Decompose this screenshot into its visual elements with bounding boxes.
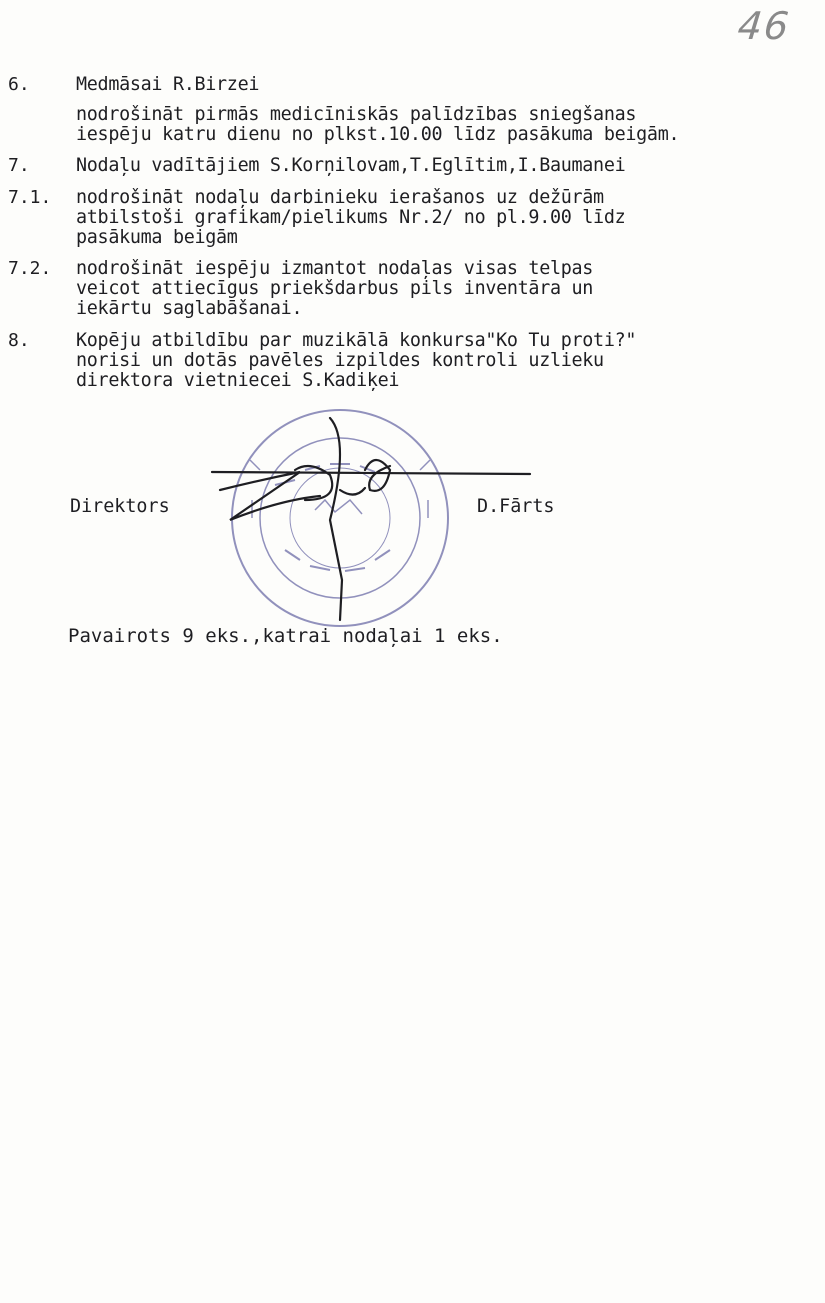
item-text-line: direktora vietniecei S.Kadiķei	[76, 370, 400, 391]
item-text-line: nodrošināt nodaļu darbinieku ierašanos uz dežūrām	[76, 187, 604, 208]
item-text-line: iekārtu saglabāšanai.	[76, 298, 303, 319]
item-number: 7.1.	[8, 187, 52, 208]
item-text-line: nodrošināt pirmās medicīniskās palīdzības sniegšanas	[76, 104, 637, 125]
item-number: 6.	[8, 74, 30, 95]
page-number: 46	[735, 4, 793, 48]
item-text-line: norisi un dotās pavēles izpildes kontroli uzlieku	[76, 350, 604, 371]
item-heading: Medmāsai R.Birzei	[76, 74, 260, 95]
item-number: 7.	[8, 155, 30, 176]
item-number: 8.	[8, 330, 30, 351]
stamp-and-signature	[190, 400, 590, 650]
item-text-line: iespēju katru dienu no plkst.10.00 līdz pasākuma beigām.	[76, 124, 680, 145]
item-text-line: nodrošināt iespēju izmantot nodaļas visas telpas	[76, 258, 594, 279]
signatory-role: Direktors	[70, 496, 170, 517]
item-text-line: Kopēju atbildību par muzikālā konkursa"Ko Tu proti?"	[76, 330, 637, 351]
item-heading: Nodaļu vadītājiem S.Korņilovam,T.Eglītim,I.Baumanei	[76, 155, 626, 176]
signatory-name: D.Fārts	[477, 496, 555, 517]
item-text-line: veicot attiecīgus priekšdarbus pils inventāra un	[76, 278, 594, 299]
item-text-line: atbilstoši grafikam/pielikums Nr.2/ no pl.9.00 līdz	[76, 207, 626, 228]
distribution-note: Pavairots 9 eks.,katrai nodaļai 1 eks.	[68, 625, 503, 647]
item-text-line: pasākuma beigām	[76, 227, 238, 248]
item-number: 7.2.	[8, 258, 52, 279]
